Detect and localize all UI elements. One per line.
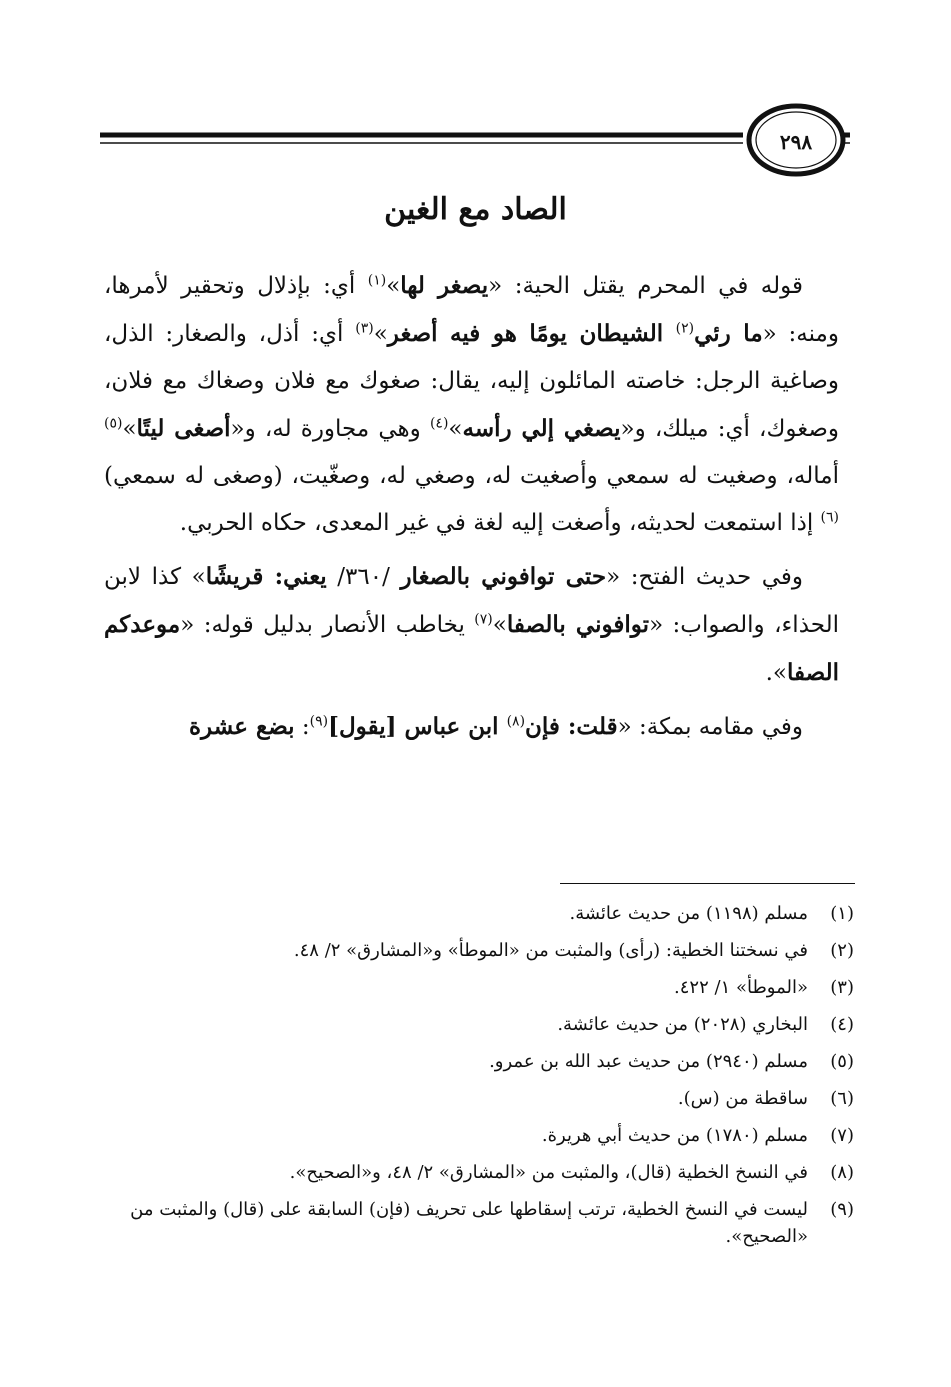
footnote-text: مسلم (١١٩٨) من حديث عائشة. — [569, 903, 808, 924]
footnote-ref: (٩) — [309, 713, 329, 730]
quoted-hadith-text: موعدكم الصفا — [104, 611, 839, 686]
footnote-number: (٧) — [830, 1125, 854, 1146]
footnote-number: (٩) — [830, 1199, 854, 1220]
text-run: وهي مجاورة له، و« — [230, 416, 430, 442]
footnote-text: «الموطأ» ١/ ٤٢٢. — [674, 977, 808, 998]
footnote-ref: (٨) — [506, 713, 526, 730]
text-run: /٣٦٠/ — [326, 564, 401, 590]
text-run: أماله، وصغيت له سمعي وأصغيت له، وصغي له، وصغّيت، (وصغى له سمعي) — [104, 463, 839, 489]
footnote-number: (٥) — [830, 1051, 854, 1072]
footnote-item — [104, 1196, 854, 1250]
footnote-number: (١) — [830, 903, 854, 924]
text-run: » كذا لابن الحذاء، والصواب: « — [104, 564, 840, 638]
footnote-text: البخاري (٢٠٢٨) من حديث عائشة. — [557, 1014, 808, 1035]
quoted-hadith-text: أصغى ليتًا — [136, 415, 231, 442]
page-number: ٢٩٨ — [779, 130, 813, 154]
chapter-title: الصاد مع الغين — [384, 192, 567, 227]
footnote-number: (٢) — [830, 940, 854, 961]
footnote-text: في نسختنا الخطية: (رأى) والمثبت من «الموطأ» و«المشارق» ٢/ ٤٨. — [293, 940, 808, 961]
text-run: » — [448, 416, 463, 442]
footnote-ref: (٧) — [474, 611, 493, 628]
footnote-item — [104, 900, 854, 927]
footnote-number: (٤) — [830, 1014, 854, 1035]
footnote-item — [104, 1011, 854, 1038]
quoted-hadith-text: يعني: قريشًا — [205, 563, 327, 590]
quoted-hadith-text: توافوني بالصفا — [506, 611, 650, 638]
footnotes-list — [104, 900, 854, 1260]
text-run: أي: أذل، والصغار: الذل، وصاغية الرجل: خاصته المائلون إليه، يقال: صغوك مع فلان وصغاك مع فلان، وصغوك، أي: ميلك، و« — [104, 321, 840, 442]
text-run: وفي مقامه بمكة: « — [617, 714, 803, 740]
footnote-ref: (٥) — [104, 415, 123, 432]
footnote-number: (٨) — [830, 1162, 854, 1183]
paragraph — [104, 262, 839, 547]
text-run: يخاطب الأنصار بدليل قوله: « — [180, 612, 475, 638]
text-run: وفي حديث الفتح: « — [606, 564, 804, 590]
footnote-text: مسلم (٢٩٤٠) من حديث عبد الله بن عمرو. — [489, 1051, 808, 1072]
text-run: » — [492, 612, 507, 638]
footnote-item — [104, 1122, 854, 1149]
header-ornament-rule — [100, 100, 850, 180]
quoted-hadith-text: بضع عشرة — [188, 713, 295, 740]
footnote-text: في النسخ الخطية (قال)، والمثبت من «المشارق» ٢/ ٤٨، و«الصحيح». — [289, 1162, 808, 1183]
footnote-item — [104, 1085, 854, 1112]
text-run: ». — [765, 660, 787, 686]
footnote-text: ساقطة من (س). — [677, 1088, 808, 1109]
quoted-hadith-text: ما رئي — [694, 320, 763, 347]
quoted-hadith-text: ابن عباس [يقول] — [328, 713, 507, 740]
text-run: إذا استمعت لحديثه، وأصغت إليه لغة في غير المعدى، حكاه الحربي. — [179, 510, 821, 536]
text-run: قوله في المحرم يقتل الحية: « — [488, 273, 803, 299]
footnote-item — [104, 974, 854, 1001]
quoted-hadith-text: حتى توافوني بالصغار — [400, 563, 607, 590]
text-run: أي: بإذلال وتحقير لأمرها، ومنه: « — [104, 273, 839, 347]
footnote-text: ليست في النسخ الخطية، ترتب إسقاطها على تحريف (فإن) السابقة على (قال) والمثبت من «الصحيح». — [130, 1199, 808, 1247]
text-run: » — [122, 416, 137, 442]
quoted-hadith-text: الشيطان يومًا هو فيه أصغر — [387, 320, 676, 347]
footnote-item — [104, 1048, 854, 1075]
footnote-item — [104, 937, 854, 964]
footnote-ref: (١) — [367, 272, 387, 289]
quoted-hadith-text: قلت: فإن — [525, 713, 618, 740]
paragraph — [104, 553, 839, 697]
footnote-text: مسلم (١٧٨٠) من حديث أبي هريرة. — [541, 1125, 808, 1146]
quoted-hadith-text: يصغر لها — [400, 272, 489, 299]
main-text — [104, 262, 839, 757]
page-header — [100, 100, 850, 180]
paragraph — [104, 703, 839, 751]
footnote-number: (٦) — [830, 1088, 854, 1109]
footnote-ref: (٣) — [355, 320, 374, 337]
footnote-ref: (٤) — [429, 415, 449, 432]
text-run: » — [386, 273, 401, 299]
footnote-item — [104, 1159, 854, 1186]
text-run: » — [373, 321, 388, 347]
footnote-ref: (٢) — [675, 320, 695, 337]
footnote-number: (٣) — [830, 977, 854, 998]
footnote-ref: (٦) — [820, 509, 839, 526]
quoted-hadith-text: يصغي إلي رأسه — [462, 415, 621, 442]
footnote-divider — [560, 883, 855, 884]
text-run: : — [294, 714, 310, 740]
